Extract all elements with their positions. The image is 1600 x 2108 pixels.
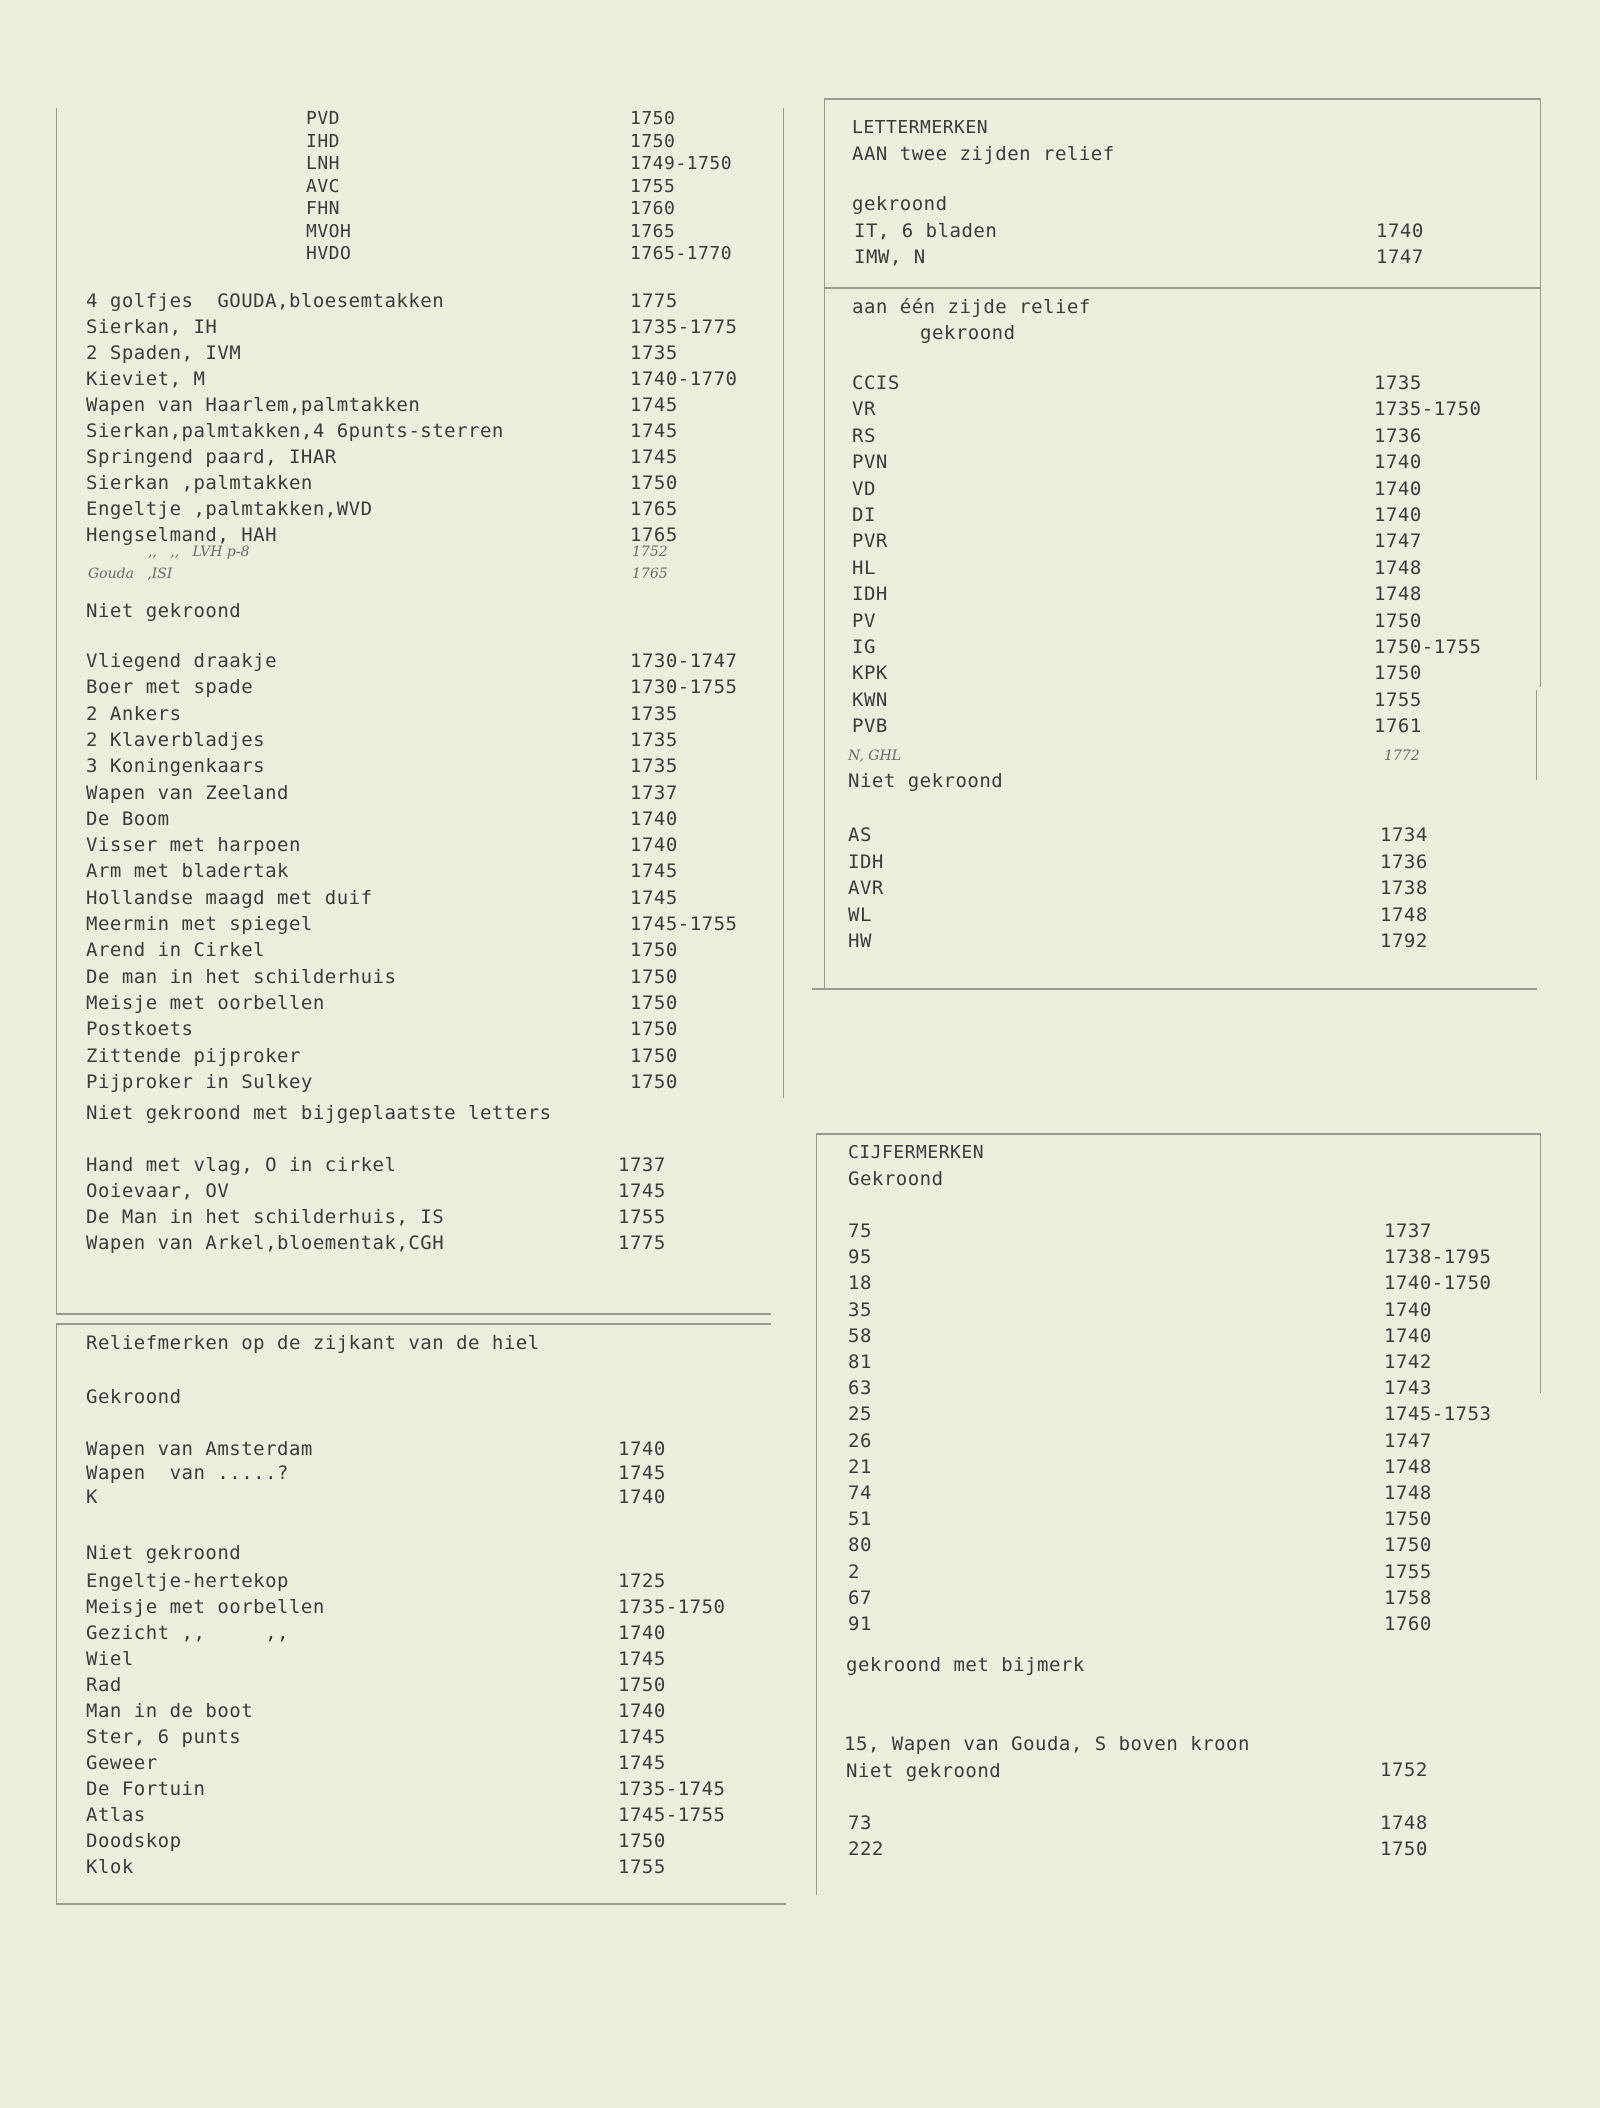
row-label: 35: [848, 1298, 872, 1321]
row-year: 1765-1770: [630, 243, 733, 264]
row-label: FHN: [306, 198, 341, 219]
handwritten-note: ,, ,, LVH p-8: [148, 544, 250, 560]
row-label: PVN: [852, 451, 888, 474]
row-label: K: [86, 1486, 98, 1508]
row-label: 26: [848, 1429, 872, 1452]
row-label: VD: [852, 477, 876, 500]
row-label: Vliegend draakje: [86, 650, 278, 672]
right-top-top-rule: [824, 98, 1540, 100]
row-label: Zittende pijproker: [86, 1044, 301, 1067]
row-year: 1745: [630, 420, 678, 442]
row-label: IG: [852, 636, 876, 658]
row-year: 1745: [618, 1648, 666, 1670]
row-year: 1740: [1384, 1324, 1432, 1347]
row-label: Kieviet, M: [86, 368, 206, 390]
row-label: Sierkan,palmtakken,4 6punts-sterren: [86, 420, 504, 442]
row-label: IMW, N: [854, 246, 926, 268]
row-label: 75: [848, 1220, 872, 1242]
row-label: 21: [848, 1455, 872, 1478]
row-label: 63: [848, 1377, 872, 1400]
list-row: [0, 780, 1600, 806]
section-heading: aan één zijde relief: [852, 296, 1091, 318]
row-year: 1750: [630, 991, 678, 1014]
row-label: Hand met vlag, O in cirkel: [86, 1154, 397, 1176]
list-row: [0, 1178, 1600, 1204]
row-label: Springend paard, IHAR: [86, 446, 337, 468]
list-row: [0, 1016, 1600, 1042]
row-year: 1740: [618, 1486, 666, 1508]
list-row: [0, 1323, 1600, 1349]
row-year: 1750: [618, 1674, 666, 1696]
row-label: IDH: [852, 583, 888, 606]
row-label: 74: [848, 1482, 872, 1504]
row-label: Engeltje-hertekop: [86, 1570, 289, 1592]
list-row: [0, 1375, 1600, 1401]
row-year: 1735: [630, 702, 678, 725]
list-row: [0, 849, 1600, 875]
row-year: 1730-1747: [630, 650, 738, 672]
list-row: [0, 581, 1600, 607]
list-row: [0, 1672, 1600, 1698]
row-label: Wapen van Haarlem,palmtakken: [86, 394, 421, 416]
list-row: [0, 687, 1600, 713]
row-label: Man in de boot: [86, 1700, 254, 1722]
row-year: 1737: [618, 1154, 666, 1176]
row-year: 1740: [1374, 477, 1422, 500]
list-row: [0, 634, 1600, 660]
list-row: [0, 1069, 1600, 1095]
row-year: 1745-1755: [618, 1804, 726, 1826]
list-row: [0, 502, 1600, 528]
row-label: CCIS: [852, 372, 900, 394]
row-label: 51: [848, 1508, 872, 1531]
row-label: 25: [848, 1403, 872, 1426]
row-year: 1740-1750: [1384, 1272, 1492, 1295]
panel-subtitle: AAN twee zijden relief: [852, 143, 1115, 165]
row-label: Gezicht ,, ,,: [86, 1622, 289, 1644]
row-label: 18: [848, 1272, 872, 1295]
section-heading: gekroond met bijmerk: [846, 1654, 1085, 1676]
row-label: VR: [852, 398, 876, 421]
row-label: Ster, 6 punts: [86, 1726, 242, 1748]
list-row: [0, 370, 1600, 396]
list-row: [0, 1776, 1600, 1802]
row-label: Wapen van Zeeland: [86, 781, 289, 804]
row-year: 1735: [630, 755, 678, 778]
row-label: Hollandse maagd met duif: [86, 886, 373, 909]
list-row: [0, 713, 1600, 739]
list-row: [0, 1218, 1600, 1244]
row-year: 1745: [630, 394, 678, 416]
section-heading: Niet gekroond met bijgeplaatste letters: [86, 1102, 552, 1124]
row-label: PVD: [306, 108, 341, 129]
row-label: 73: [848, 1812, 872, 1834]
row-year: 1737: [1384, 1220, 1432, 1242]
section-heading: Gekroond: [86, 1386, 182, 1408]
row-label: Pijproker in Sulkey: [86, 1070, 313, 1093]
list-row: [0, 990, 1600, 1016]
section-heading: gekroond: [920, 322, 1016, 344]
panel-title: LETTERMERKEN: [852, 117, 989, 138]
row-label: IT, 6 bladen: [854, 220, 998, 242]
row-label: Meisje met oorbellen: [86, 1596, 325, 1618]
list-row: [0, 822, 1600, 848]
row-label: Arm met bladertak: [86, 860, 289, 883]
row-year: 1750: [1374, 662, 1422, 685]
row-year: 1748: [1384, 1455, 1432, 1478]
row-year: 1765: [630, 498, 678, 520]
row-year: 1750: [1380, 1838, 1428, 1860]
section-heading: Niet gekroond: [846, 1760, 1002, 1782]
row-year: 1750: [630, 108, 676, 129]
row-year: 1737: [630, 781, 678, 804]
row-year: 1745-1755: [630, 913, 738, 935]
row-year: 1743: [1384, 1377, 1432, 1400]
row-label: PVR: [852, 530, 888, 553]
row-year: 1775: [630, 290, 678, 312]
row-label: 4 golfjes GOUDA,bloesemtakken: [86, 290, 445, 312]
row-year: 1748: [1380, 903, 1428, 926]
row-label: AS: [848, 824, 872, 846]
row-label: Sierkan, IH: [86, 316, 218, 338]
row-year: 1725: [618, 1570, 666, 1592]
row-year: 1750: [630, 1070, 678, 1093]
row-label: KWN: [852, 688, 888, 711]
row-year: 1760: [1384, 1613, 1432, 1635]
row-label: Hengselmand, HAH: [86, 524, 278, 546]
row-year: 1736: [1374, 424, 1422, 447]
list-row: [0, 875, 1600, 901]
row-year: 1760: [630, 198, 676, 219]
list-row: [0, 1480, 1600, 1506]
row-label: KPK: [852, 662, 888, 685]
row-year: 1735-1745: [618, 1778, 726, 1800]
row-label: 2 Spaden, IVM: [86, 342, 242, 364]
list-row: [0, 555, 1600, 581]
list-row: [0, 753, 1600, 779]
row-year: 1745: [618, 1726, 666, 1748]
row-year: 1734: [1380, 824, 1428, 846]
handwritten-note: N, GHL: [848, 748, 901, 764]
row-year: 1750: [630, 965, 678, 988]
row-year: 1735-1750: [618, 1596, 726, 1618]
handwritten-year: 1772: [1384, 748, 1420, 764]
row-label: HVDO: [306, 243, 352, 264]
row-label: IDH: [848, 850, 884, 873]
list-row: [0, 1244, 1600, 1270]
row-year: 1740-1770: [630, 368, 738, 390]
row-year: 1740: [1384, 1298, 1432, 1321]
row-year: 1750: [1384, 1508, 1432, 1531]
list-row: [0, 1401, 1600, 1427]
row-label: 58: [848, 1324, 872, 1347]
section-heading: Niet gekroond: [848, 770, 1004, 792]
row-label: DI: [852, 504, 876, 526]
row-year: 1755: [618, 1856, 666, 1878]
list-row: [0, 1270, 1600, 1296]
row-year: 1740: [630, 807, 678, 830]
row-year: 1748: [1374, 556, 1422, 579]
list-row: [0, 218, 1600, 244]
row-year: 1775: [618, 1232, 666, 1254]
row-label: De man in het schilderhuis: [86, 965, 397, 988]
right-top-mid-rule: [824, 287, 1540, 289]
row-label: AVC: [306, 175, 341, 197]
list-row: [0, 1585, 1600, 1611]
row-label: HW: [848, 930, 872, 952]
row-year: 1750: [630, 939, 678, 962]
list-row: [0, 608, 1600, 634]
row-year: 1748: [1374, 583, 1422, 606]
row-year: 1740: [1374, 451, 1422, 474]
list-row: [0, 902, 1600, 928]
list-row: [0, 476, 1600, 502]
row-label: Arend in Cirkel: [86, 939, 266, 962]
list-row: [0, 964, 1600, 990]
row-year: 1750: [1384, 1534, 1432, 1557]
row-year: 1738: [1380, 877, 1428, 899]
row-label: 91: [848, 1613, 872, 1635]
handwritten-note: Gouda ,ISI: [88, 566, 173, 582]
section-heading: Niet gekroond: [86, 1542, 242, 1564]
row-year: 1745-1753: [1384, 1403, 1492, 1426]
row-label: 81: [848, 1351, 872, 1373]
row-year: 1745: [618, 1180, 666, 1202]
list-row: [0, 1532, 1600, 1558]
bijmerk-year: 1752: [1380, 1759, 1428, 1781]
row-label: Sierkan ,palmtakken: [86, 472, 313, 494]
handwritten-year: 1752: [632, 544, 668, 560]
row-year: 1758: [1384, 1586, 1432, 1609]
list-row: [0, 1043, 1600, 1069]
list-row: [0, 423, 1600, 449]
row-year: 1735-1775: [630, 316, 738, 338]
row-label: Meermin met spiegel: [86, 913, 313, 935]
row-label: Klok: [86, 1856, 134, 1878]
row-year: 1750: [630, 1044, 678, 1067]
row-label: Postkoets: [86, 1018, 194, 1041]
row-label: Wapen van Arkel,bloementak,CGH: [86, 1232, 445, 1254]
row-year: 1748: [1380, 1812, 1428, 1834]
right-bottom-top-rule: [816, 1133, 1540, 1135]
row-year: 1735: [630, 728, 678, 751]
row-label: Geweer: [86, 1752, 158, 1774]
panel-title: Reliefmerken op de zijkant van de hiel: [86, 1332, 540, 1354]
list-row: [0, 1428, 1600, 1454]
list-row: [0, 244, 1600, 270]
section-heading: Gekroond: [848, 1168, 944, 1190]
row-year: 1755: [630, 175, 676, 197]
section-heading: Niet gekroond: [86, 600, 242, 622]
handwritten-year: 1765: [632, 566, 668, 582]
row-year: 1755: [1374, 688, 1422, 711]
row-label: WL: [848, 903, 872, 926]
right-top-bottom-rule: [812, 988, 1537, 990]
row-label: PVB: [852, 715, 888, 738]
left-bottom-bottom-rule: [56, 1903, 786, 1905]
row-label: HL: [852, 556, 876, 579]
row-year: 1747: [1384, 1429, 1432, 1452]
row-label: Ooievaar, OV: [86, 1180, 230, 1202]
row-year: 1740: [618, 1622, 666, 1644]
row-label: 222: [848, 1838, 884, 1860]
row-year: 1765: [630, 524, 678, 546]
list-row: [0, 1750, 1600, 1776]
list-row: [0, 449, 1600, 475]
row-label: MVOH: [306, 220, 352, 242]
row-label: 2 Ankers: [86, 702, 182, 725]
row-label: AVR: [848, 877, 884, 899]
row-label: 2 Klaverbladjes: [86, 728, 266, 751]
row-label: 80: [848, 1534, 872, 1557]
list-row: [0, 288, 1600, 314]
list-row: [0, 1559, 1600, 1585]
row-year: 1750: [618, 1830, 666, 1852]
row-year: 1735: [630, 342, 678, 364]
row-label: Doodskop: [86, 1830, 182, 1852]
row-year: 1749-1750: [630, 153, 733, 174]
row-year: 1755: [618, 1206, 666, 1228]
list-row: [0, 1506, 1600, 1532]
row-label: De Boom: [86, 807, 170, 830]
row-year: 1740: [1376, 220, 1424, 242]
list-row: [0, 1611, 1600, 1637]
row-year: 1742: [1384, 1351, 1432, 1373]
row-year: 1745: [618, 1462, 666, 1484]
row-year: 1736: [1380, 850, 1428, 873]
row-year: 1740: [630, 834, 678, 857]
row-label: Wiel: [86, 1648, 134, 1670]
row-year: 1750: [630, 472, 678, 494]
row-label: De Fortuin: [86, 1778, 206, 1800]
row-year: 1792: [1380, 930, 1428, 952]
list-row: [0, 928, 1600, 954]
row-year: 1745: [630, 860, 678, 883]
list-row: [0, 396, 1600, 422]
row-year: 1761: [1374, 715, 1422, 738]
list-row: [0, 528, 1600, 554]
list-row: [0, 1152, 1600, 1178]
row-label: Visser met harpoen: [86, 834, 301, 857]
row-year: 1735-1750: [1374, 398, 1482, 421]
row-label: 2: [848, 1560, 860, 1583]
list-row: [0, 1836, 1600, 1862]
row-year: 1750: [1374, 609, 1422, 632]
row-year: 1745: [630, 446, 678, 468]
row-year: 1747: [1374, 530, 1422, 553]
row-year: 1748: [1384, 1482, 1432, 1504]
row-year: 1750: [630, 130, 676, 152]
list-row: [0, 340, 1600, 366]
list-row: [0, 1646, 1600, 1672]
list-row: [0, 1454, 1600, 1480]
row-label: Meisje met oorbellen: [86, 991, 325, 1014]
row-year: 1745: [630, 886, 678, 909]
list-row: [0, 660, 1600, 686]
row-year: 1750: [630, 1018, 678, 1041]
row-label: RS: [852, 424, 876, 447]
row-label: LNH: [306, 153, 341, 174]
row-year: 1738-1795: [1384, 1246, 1492, 1269]
bijmerk-label: 15, Wapen van Gouda, S boven kroon: [844, 1733, 1250, 1755]
row-label: Wapen van Amsterdam: [86, 1438, 313, 1460]
row-label: 95: [848, 1246, 872, 1269]
row-year: 1740: [618, 1700, 666, 1722]
row-label: Rad: [86, 1674, 122, 1696]
row-label: 67: [848, 1586, 872, 1609]
list-row: [0, 1810, 1600, 1836]
list-row: [0, 314, 1600, 340]
row-label: Wapen van .....?: [86, 1462, 289, 1484]
row-label: Atlas: [86, 1804, 146, 1826]
row-year: 1740: [618, 1438, 666, 1460]
row-year: 1735: [1374, 372, 1422, 394]
row-label: Boer met spade: [86, 676, 254, 699]
row-year: 1747: [1376, 246, 1424, 268]
section-heading: gekroond: [852, 193, 948, 215]
row-label: PV: [852, 609, 876, 632]
row-year: 1755: [1384, 1560, 1432, 1583]
row-year: 1745: [618, 1752, 666, 1774]
row-label: 3 Koningenkaars: [86, 755, 266, 778]
row-label: Engeltje ,palmtakken,WVD: [86, 498, 373, 520]
row-year: 1730-1755: [630, 676, 738, 699]
list-row: [0, 1349, 1600, 1375]
list-row: [0, 1297, 1600, 1323]
row-label: IHD: [306, 130, 341, 152]
row-year: 1765: [630, 220, 676, 242]
row-label: De Man in het schilderhuis, IS: [86, 1206, 445, 1228]
row-year: 1750-1755: [1374, 636, 1482, 658]
panel-title: CIJFERMERKEN: [848, 1142, 985, 1163]
row-year: 1740: [1374, 504, 1422, 526]
